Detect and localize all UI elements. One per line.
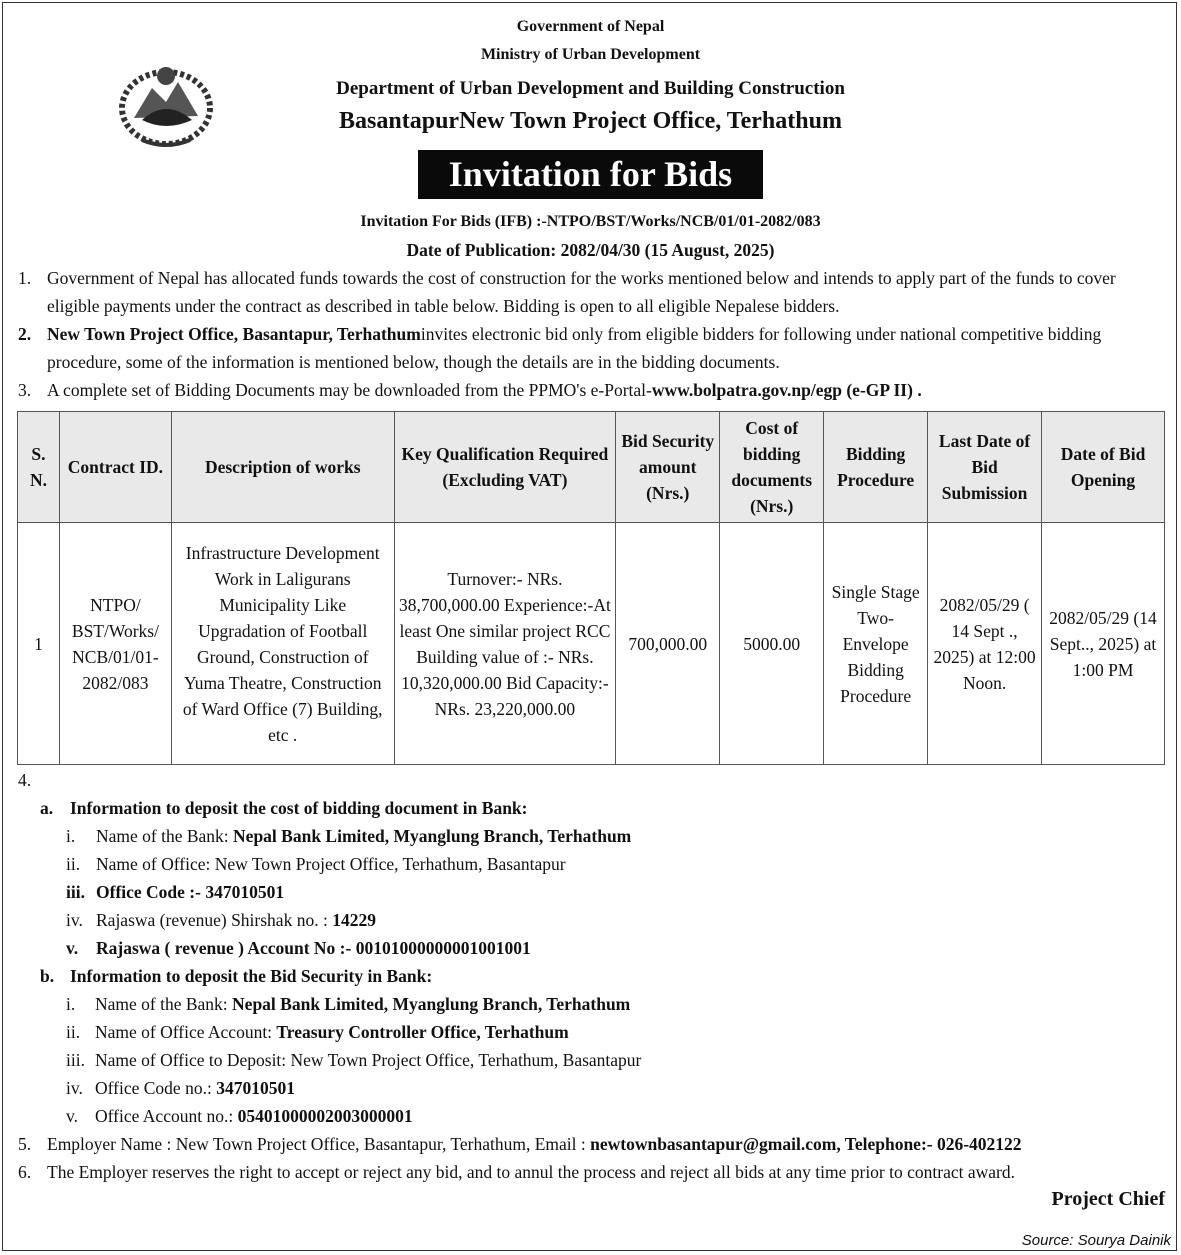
paragraph-5 (47, 1130, 1022, 1158)
office-name: New Town Project Office, Basantapur, Terhathum (47, 324, 421, 344)
b-item-5-num: v. (66, 1106, 78, 1126)
paragraph-1 (18, 264, 1168, 320)
a-item-5-num: v. (66, 938, 79, 958)
signature: Project Chief (1051, 1188, 1165, 1210)
employer-text: Employer Name : New Town Project Office, Basantapur, Terhathum, Email : (47, 1134, 591, 1154)
col-header-contract: Contract ID. (59, 412, 171, 523)
cell-qualification: Turnover:- NRs. 38,700,000.00 Experience:-At least One similar project RCC Building value of :- NRs. 10,320,000.00 Bid Capacity:- NRs. 23,220,000.00 (394, 523, 616, 765)
department-line: Department of Urban Development and Building Construction (336, 78, 845, 99)
cell-last-date: 2082/05/29 ( 14 Sept ., 2025) at 12:00 Noon. (928, 523, 1042, 765)
a-item-2-num: ii. (66, 854, 81, 874)
publication-date: Date of Publication: 2082/04/30 (15 August, 2025) (406, 240, 775, 260)
section-b-label: b. (40, 966, 55, 986)
b-item-5: Office Account no.: 05401000002003000001 (95, 1106, 413, 1126)
office-line: BasantapurNew Town Project Office, Terhathum (339, 108, 842, 134)
ifb-number: Invitation For Bids (IFB) :-NTPO/BST/Works/NCB/01/01-2082/083 (360, 213, 821, 230)
paragraph-4-number: 4. (18, 770, 32, 790)
b-item-1-num: i. (66, 994, 76, 1014)
paragraph-number: 1. (18, 268, 32, 288)
a-item-1-num: i. (66, 826, 76, 846)
portal-link[interactable]: www.bolpatra.gov.np/egp (e-GP II) . (651, 380, 922, 400)
col-header-procedure: Bidding Procedure (824, 412, 928, 523)
cell-contract: NTPO/ BST/Works/ NCB/01/01- 2082/083 (59, 523, 171, 765)
nepal-emblem-icon (112, 58, 220, 152)
cell-opening: 2082/05/29 (14 Sept.., 2025) at 1:00 PM (1042, 523, 1165, 765)
col-header-last-date: Last Date of Bid Submission (928, 412, 1042, 523)
cell-description: Infrastructure Development Work in Laligurans Municipality Like Upgradation of Football Ground, Construction of Yuma Theatre, Construction of Ward Office (7) Building, etc . (171, 523, 394, 765)
section-a-title: Information to deposit the cost of bidding document in Bank: (70, 798, 528, 818)
paragraph-text: A complete set of Bidding Documents may be downloaded from the PPMO's e-Portal- (47, 380, 652, 400)
employer-contact[interactable]: newtownbasantapur@gmail.com, Telephone:- 026-402122 (590, 1134, 1022, 1154)
col-header-sn: S. N. (18, 412, 60, 523)
paragraph-2 (18, 320, 1168, 376)
bids-table (17, 411, 1165, 765)
a-item-3-num: iii. (66, 882, 85, 902)
source-credit: Source: Sourya Dainik (1021, 1232, 1171, 1249)
paragraph-5-number: 5. (18, 1134, 32, 1154)
a-item-4-num: iv. (66, 910, 83, 930)
ministry-line: Ministry of Urban Development (480, 46, 701, 63)
col-header-cost: Cost of bidding documents (Nrs.) (720, 412, 824, 523)
a-item-3: Office Code :- 347010501 (96, 882, 285, 902)
page-title: Invitation for Bids (418, 150, 763, 199)
section-b-title: Information to deposit the Bid Security in Bank: (70, 966, 433, 986)
b-item-3: Name of Office to Deposit: New Town Project Office, Terhathum, Basantapur (95, 1050, 642, 1070)
paragraph-3 (18, 376, 1168, 404)
a-item-4: Rajaswa (revenue) Shirshak no. : 14229 (96, 910, 376, 930)
col-header-description: Description of works (171, 412, 394, 523)
cell-bid-security: 700,000.00 (616, 523, 720, 765)
b-item-2-num: ii. (66, 1022, 81, 1042)
b-item-2: Name of Office Account: Treasury Controller Office, Terhathum (95, 1022, 569, 1042)
paragraph-6-number: 6. (18, 1162, 32, 1182)
table-row (18, 523, 1165, 765)
b-item-4-num: iv. (66, 1078, 83, 1098)
cell-cost: 5000.00 (720, 523, 824, 765)
table-header-row (18, 412, 1165, 523)
a-item-1: Name of the Bank: Nepal Bank Limited, Myanglung Branch, Terhathum (96, 826, 632, 846)
section-a-label: a. (40, 798, 54, 818)
col-header-qualification: Key Qualification Required (Excluding VAT) (394, 412, 616, 523)
gov-line: Government of Nepal (516, 18, 665, 35)
a-item-2: Name of Office: New Town Project Office, Terhathum, Basantapur (96, 854, 566, 874)
paragraph-number: 2. (18, 324, 32, 344)
paragraph-text: invites electronic bid only from eligible bidders for following under national competitive bidding procedure, some of the information is mentioned below, though the details are in the bidding documents. (47, 324, 1102, 372)
paragraph-text: Government of Nepal has allocated funds towards the cost of construction for the works mentioned below and intends to apply part of the funds to cover eligible payments under the contract as described in table below. Bidding is open to all eligible Nepalese bidders. (47, 268, 1116, 316)
b-item-4: Office Code no.: 347010501 (95, 1078, 295, 1098)
paragraph-6: The Employer reserves the right to accept or reject any bid, and to annul the process and reject all bids at any time prior to contract award. (47, 1162, 1015, 1182)
col-header-opening: Date of Bid Opening (1042, 412, 1165, 523)
a-item-5: Rajaswa ( revenue ) Account No :- 00101000000001001001 (96, 938, 531, 958)
paragraph-number: 3. (18, 380, 32, 400)
cell-sn: 1 (18, 523, 60, 765)
b-item-3-num: iii. (66, 1050, 85, 1070)
cell-procedure: Single Stage Two- Envelope Bidding Procedure (824, 523, 928, 765)
b-item-1: Name of the Bank: Nepal Bank Limited, Myanglung Branch, Terhathum (95, 994, 631, 1014)
col-header-bid-security: Bid Security amount (Nrs.) (616, 412, 720, 523)
